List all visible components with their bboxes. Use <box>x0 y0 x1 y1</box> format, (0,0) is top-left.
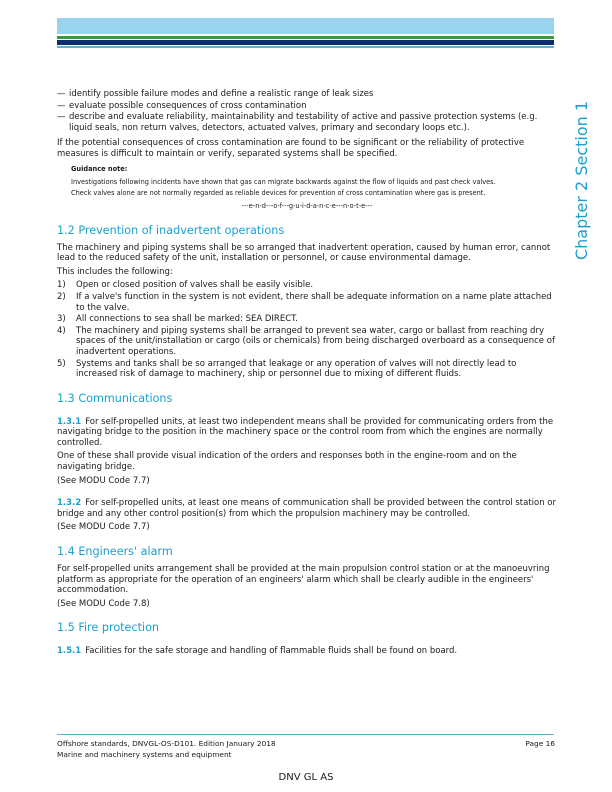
guidance-title: Guidance note: <box>71 164 128 173</box>
intro-paragraph: If the potential consequences of cross contamination are found to be significant or the reliability of protective measures is difficult to maintain or verify, separated systems shall be specified. <box>57 138 525 159</box>
list-item <box>57 326 557 358</box>
list-item <box>57 359 557 380</box>
page-content <box>57 89 557 660</box>
guidance-line: Check valves alone are not normally regarded as reliable devices for prevention of cross contamination where gas is present. <box>71 188 486 197</box>
list-number: 4) <box>57 325 66 336</box>
clause-number: 1.5.1 <box>57 646 82 657</box>
clause-text: For self-propelled units, at least two independent means shall be provided for communicating orders from the navigating bridge to the position in the machinery space or the control room from which the engines are normally controlled. <box>57 416 554 448</box>
chapter-section-label: Chapter 2 Section 1 <box>572 100 591 260</box>
header-band-light <box>57 18 554 34</box>
list-item <box>57 292 557 313</box>
bullet-dash: — <box>57 112 66 123</box>
numbered-list <box>57 280 557 379</box>
section-heading-1-3: 1.3 Communications <box>57 391 173 405</box>
list-item-text: identify possible failure modes and define a realistic range of leak sizes <box>69 89 374 99</box>
footer-subtitle: Marine and machinery systems and equipment <box>57 750 232 759</box>
page-number: Page 16 <box>525 739 555 748</box>
list-number: 1) <box>57 280 66 291</box>
clause-1-5-1 <box>57 646 557 657</box>
list-item-text: All connections to sea shall be marked: SEA DIRECT. <box>76 314 299 325</box>
clause-number: 1.3.1 <box>57 416 82 427</box>
header-rule-navy <box>57 40 554 45</box>
footer-rule <box>57 734 554 735</box>
clause-1-3-1 <box>57 417 557 449</box>
modu-reference: (See MODU Code 7.7) <box>57 522 150 533</box>
modu-reference: (See MODU Code 7.7) <box>57 475 150 486</box>
company-name: DNV GL AS <box>278 772 334 783</box>
guidance-line: Investigations following incidents have shown that gas can migrate backwards against the flow of liquids and past check valves. <box>71 177 496 186</box>
list-number: 5) <box>57 358 66 369</box>
list-item <box>57 280 557 291</box>
list-item-text: Open or closed position of valves shall be easily visible. <box>76 280 314 291</box>
clause-1-3-2 <box>57 498 557 519</box>
intro-bullet-list <box>57 89 557 133</box>
section-heading-1-2: 1.2 Prevention of inadvertent operations <box>57 223 285 237</box>
guidance-note <box>71 164 557 212</box>
list-item <box>57 314 557 325</box>
footer-standard: Offshore standards, DNVGL-OS-D101. Edition January 2018 <box>57 739 276 748</box>
section-heading-1-5: 1.5 Fire protection <box>57 621 160 635</box>
list-item-text: evaluate possible consequences of cross contamination <box>69 100 307 111</box>
list-item <box>57 101 557 112</box>
guidance-end-marker: ---e-n-d---o-f---g-u-i-d-a-n-c-e---n-o-t-e--- <box>241 201 373 210</box>
section-1-2-para: The machinery and piping systems shall be so arranged that inadvertent operation, caused by human error, cannot lead to the reduced safety of the unit, installation or personnel, or cause environmental damage. <box>57 242 551 264</box>
list-item-text: describe and evaluate reliability, maintainability and testability of active and passive protection systems (e.g. liquid seals, non return valves, detectors, actuated valves, primary and secondary loops etc.). <box>69 112 538 133</box>
list-item-text: The machinery and piping systems shall be arranged to prevent sea water, cargo or ballast from reaching dry spaces of the unit/installation or cargo (oils or chemicals) from being discharged overboard as a consequence of inadvertent operations. <box>76 325 555 357</box>
clause-text: Facilities for the safe storage and handling of flammable fluids shall be found on board. <box>85 646 458 657</box>
section-1-4-para: For self-propelled units arrangement shall be provided at the main propulsion control station or at the manoeuvring platform as appropriate for the operation of an engineers' alarm which shall be clearly audible in the engineers' accommodation. <box>57 564 550 596</box>
list-item <box>57 112 557 133</box>
section-1-2-intro-list: This includes the following: <box>57 266 173 277</box>
footer-info <box>57 738 276 760</box>
list-number: 2) <box>57 291 66 302</box>
clause-number: 1.3.2 <box>57 498 82 509</box>
section-heading-1-4: 1.4 Engineers' alarm <box>57 545 173 559</box>
list-number: 3) <box>57 314 66 325</box>
header-rule-teal <box>57 46 554 48</box>
clause-1-3-1-para: One of these shall provide visual indication of the orders and responses both in the engine-room and on the navigating bridge. <box>57 451 517 473</box>
bullet-dash: — <box>57 100 66 111</box>
list-item-text: If a valve's function in the system is not evident, there shall be adequate information on a name plate attached to the valve. <box>76 291 552 313</box>
clause-text: For self-propelled units, at least one means of communication shall be provided between the control station or bridge and any other control position(s) from which the propulsion machinery may be controlled. <box>57 498 556 519</box>
list-item-text: Systems and tanks shall be so arranged that leakage or any operation of valves will not directly lead to increased risk of damage to machinery, ship or personnel due to mixing of different fluids. <box>76 358 517 380</box>
header-rule-green <box>57 36 554 39</box>
list-item <box>57 89 557 100</box>
modu-reference: (See MODU Code 7.8) <box>57 598 150 609</box>
bullet-dash: — <box>57 89 66 99</box>
